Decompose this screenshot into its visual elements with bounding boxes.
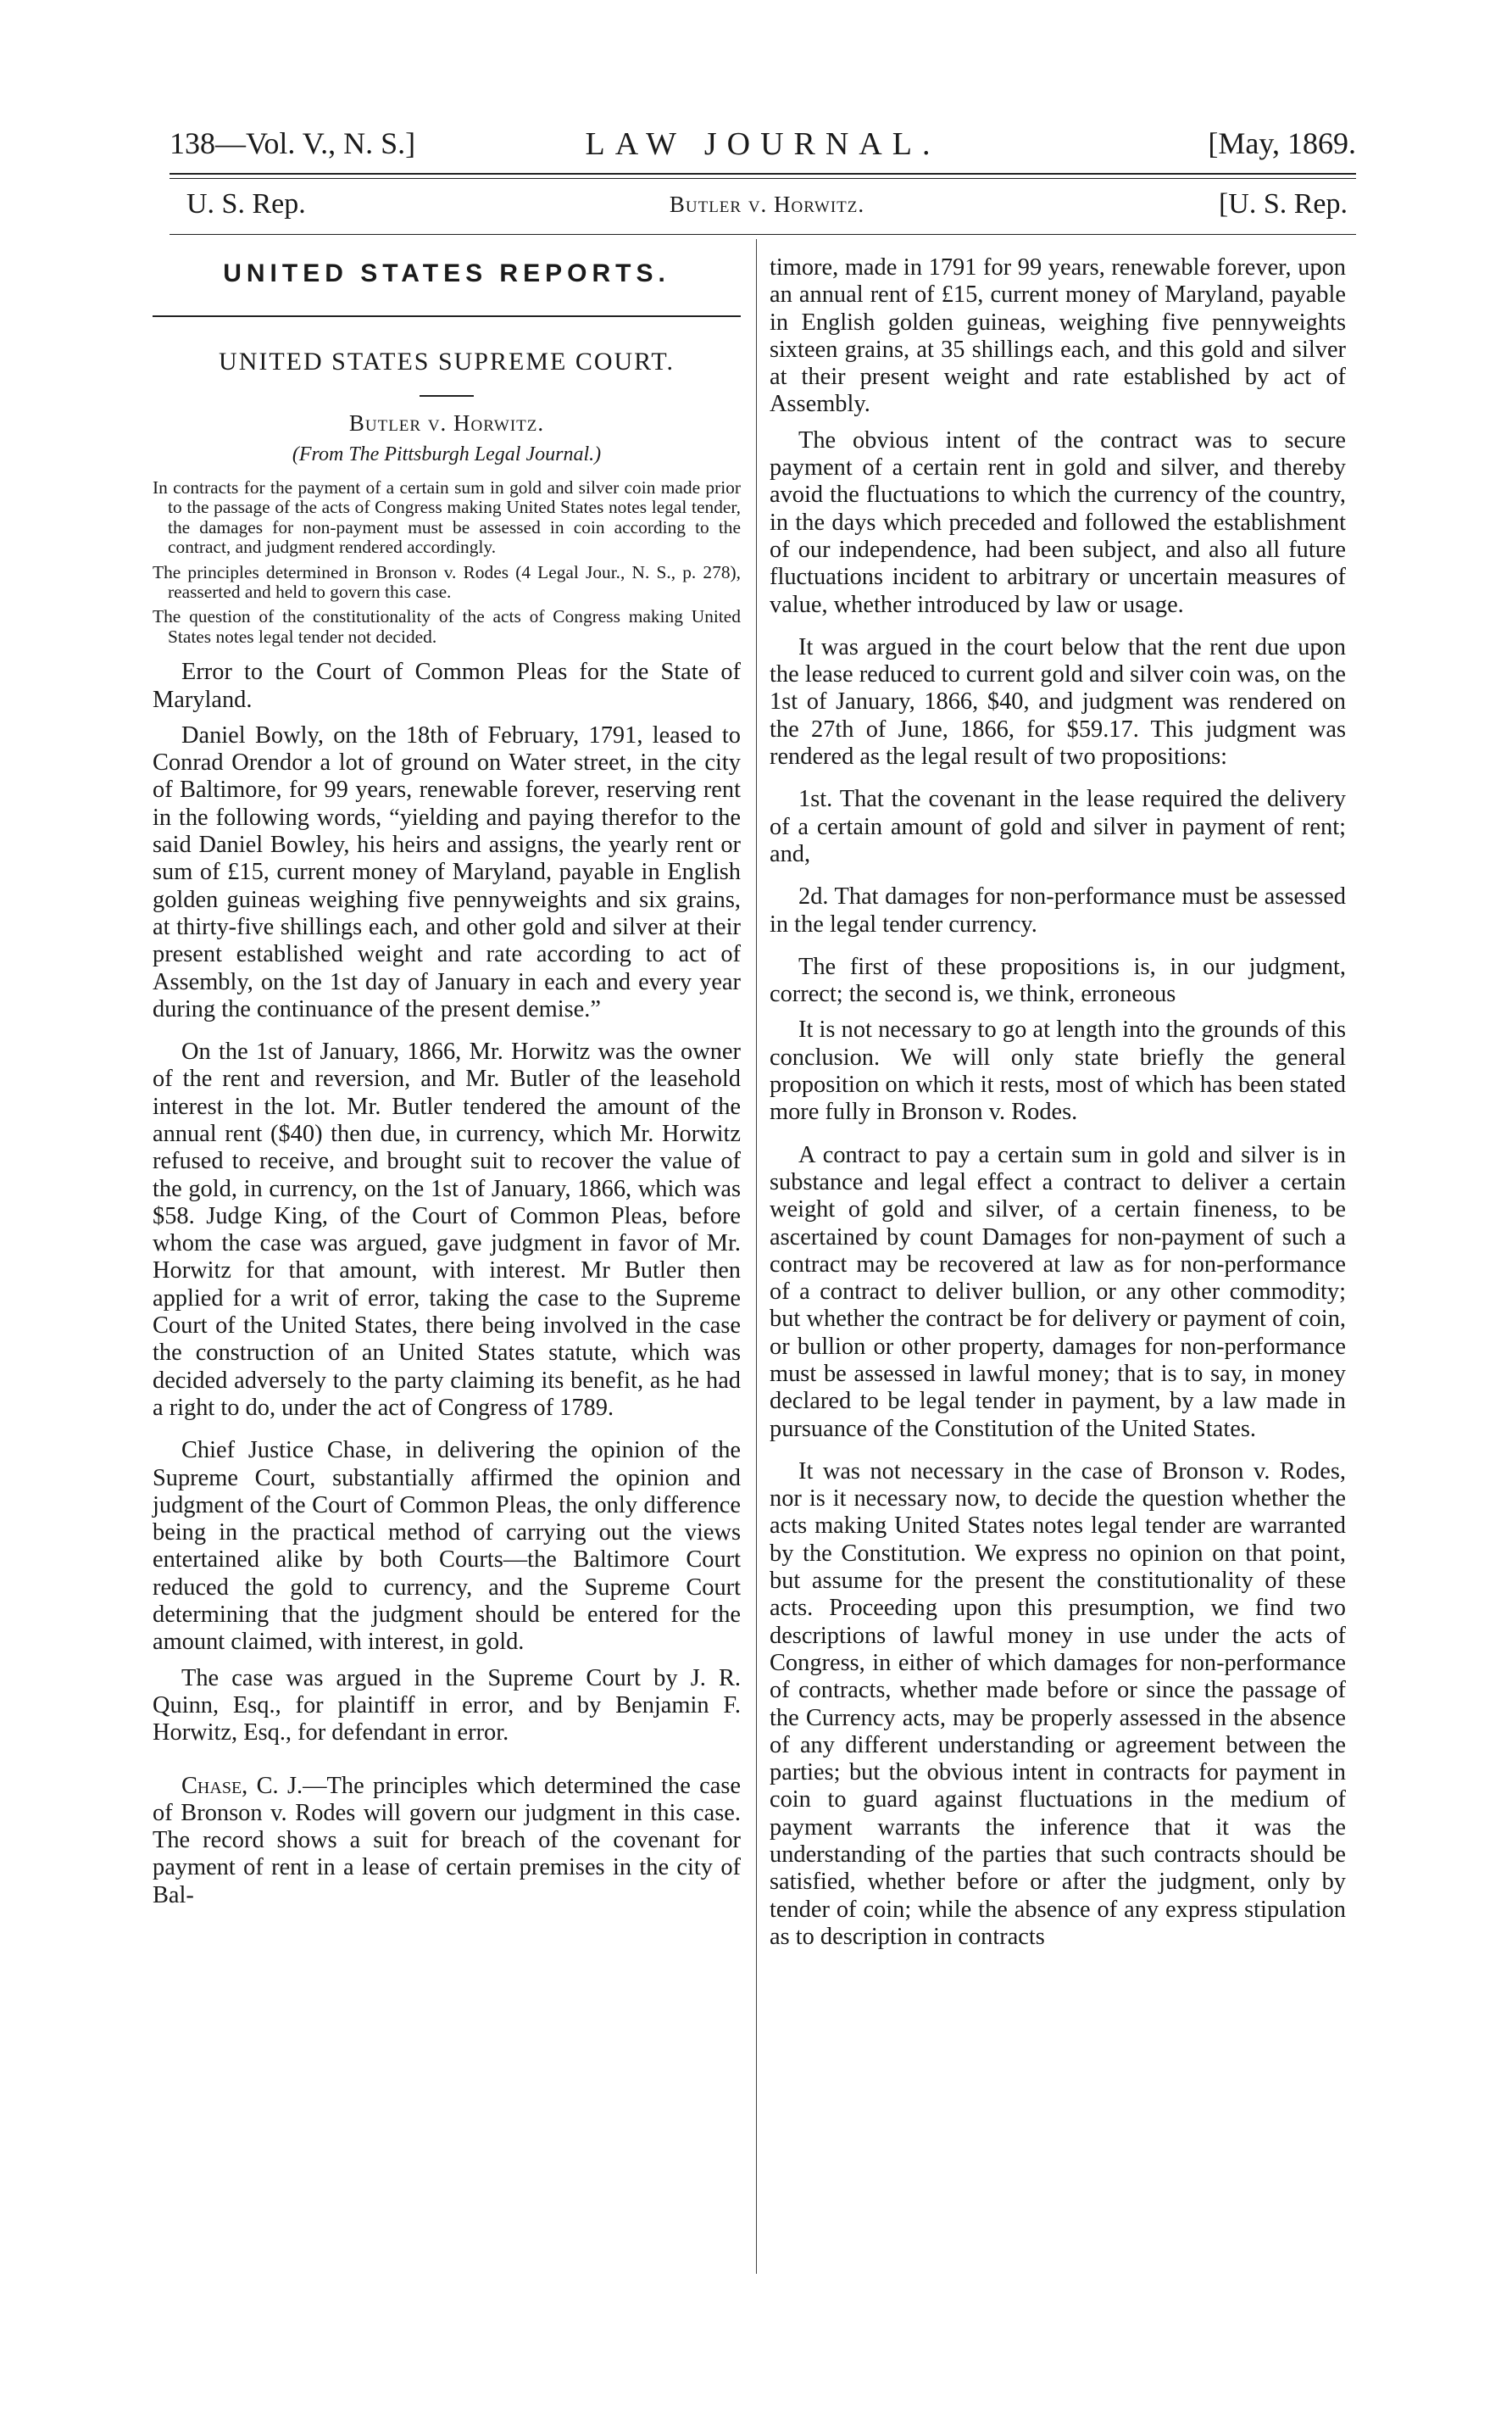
section-rule bbox=[153, 315, 741, 317]
court-rule bbox=[420, 395, 474, 397]
paragraph: timore, made in 1791 for 99 years, renewable forever, upon an annual rent of £15, current money of Maryland, payable in English golden guineas, weighing five pennyweights sixteen grains, at 35 shillings each, and this gold and silver at their present weight and rate established by act of Assembly. bbox=[770, 254, 1346, 418]
volume-reference: 138—Vol. V., N. S.] bbox=[170, 126, 416, 160]
sub-header-rule bbox=[170, 234, 1356, 235]
header-rule-bottom bbox=[170, 178, 1356, 179]
paragraph: The obvious intent of the contract was to secure payment of a certain rent in gold and silver, and thereby avoid the fluctuations to which the currency of the country, in the days which preceded and followed the establishment of our independence, had been subject, and also all future fluctuations incident to arbitrary or uncertain measures of value, whether introduced by law or usage. bbox=[770, 426, 1346, 618]
paragraph: The case was argued in the Supreme Court by J. R. Quinn, Esq., for plaintiff in error, and by Benjamin F. Horwitz, Esq., for defendant in error. bbox=[153, 1664, 741, 1746]
opinion-text: —The principles which determined the case of Bronson v. Rodes will govern our judgment in this case. The record shows a suit for breach of the covenant for payment of rent in a lease of certain premises in the city of Bal- bbox=[153, 1772, 741, 1908]
paragraph: Error to the Court of Common Pleas for the State of Maryland. bbox=[153, 659, 741, 713]
right-column bbox=[770, 254, 1346, 1951]
section-title: UNITED STATES REPORTS. bbox=[223, 259, 670, 287]
report-label-left: U. S. Rep. bbox=[186, 188, 306, 220]
paragraph: On the 1st of January, 1866, Mr. Horwitz was the owner of the rent and reversion, and Mr. Butler of the leasehold interest in the lot. Mr. Butler tendered the amount of the annual rent ($40) then due, in currency, which Mr. Horwitz refused to receive, and brought suit to recover the value of the gold, in currency, on the 1st of January, 1866, which was $58. Judge King, of the Court of Common Pleas, before whom the case was argued, gave judgment in favor of Mr. Horwitz for that amount, with interest. Mr Butler then applied for a writ of error, taking the case to the Supreme Court of the United States, there being involved in the case the construction of an United States statute, which was decided adversely to the party claiming its benefit, as he had a right to do, under the act of Congress of 1789. bbox=[153, 1039, 741, 1421]
opinion-author: Chase, C. J. bbox=[181, 1772, 303, 1799]
journal-title: LAW JOURNAL. bbox=[585, 126, 941, 162]
headnote: In contracts for the payment of a certain sum in gold and silver coin made prior to the passage of the acts of Congress making United States notes legal tender, the damages for non-payment must be assessed in coin according to the contract, and judgment rendered accordingly. bbox=[153, 477, 741, 558]
court-heading: UNITED STATES SUPREME COURT. bbox=[219, 348, 675, 376]
paragraph: A contract to pay a certain sum in gold and silver is in substance and legal effect a contract to deliver a certain weight of gold and silver, of a certain fineness, to be ascertained by count Damages for non-payment of such a contract may be recovered at law as for non-performance of a contract to deliver bullion, or any other commodity; but whether the contract be for delivery or payment of coin, or bullion or other property, damages for non-performance must be assessed in lawful money; that is to say, in money declared to be legal tender in payment, by a law made in pursuance of the Constitution of the United States. bbox=[770, 1141, 1346, 1442]
case-caption: Butler v. Horwitz. bbox=[669, 192, 865, 217]
paragraph: Chief Justice Chase, in delivering the opinion of the Supreme Court, substantially affirmed the opinion and judgment of the Court of Common Pleas, the only difference being in the practical method of carrying out the views entertained alike by both Courts—the Baltimore Court reduced the gold to currency, and the Supreme Court determining that the judgment should be entered for the amount claimed, with interest, in gold. bbox=[153, 1437, 741, 1656]
headnote: The principles determined in Bronson v. Rodes (4 Legal Jour., N. S., p. 278), reasserted and held to govern this case. bbox=[153, 561, 741, 603]
left-column bbox=[153, 254, 741, 1909]
sub-header bbox=[186, 188, 1348, 227]
source-citation: (From The Pittsburgh Legal Journal.) bbox=[292, 443, 602, 465]
paragraph: Daniel Bowly, on the 18th of February, 1791, leased to Conrad Orendor a lot of ground on Water street, in the city of Baltimore, for 99 years, renewable forever, reserving rent in the following words, “yielding and paying therefor to the said Daniel Bowley, his heirs and assigns, the yearly rent or sum of £15, current money of Maryland, payable in English golden guineas weighing five pennyweights and six grains, at thirty-five shillings each, and other gold and silver at their present established weight and rate according to act of Assembly, on the 1st day of January in each and every year during the continuance of the present demise.” bbox=[153, 721, 741, 1022]
paragraph: The first of these propositions is, in our judgment, correct; the second is, we think, erroneous bbox=[770, 953, 1346, 1008]
headnote: The question of the constitutionality of the acts of Congress making United States notes legal tender not decided. bbox=[153, 606, 741, 647]
running-header bbox=[170, 125, 1356, 168]
paragraph: It is not necessary to go at length into the grounds of this conclusion. We will only state briefly the general proposition on which it rests, most of which has been stated more fully in Bronson v. Rodes. bbox=[770, 1017, 1346, 1126]
paragraph: 1st. That the covenant in the lease required the delivery of a certain amount of gold and silver in payment of rent; and, bbox=[770, 786, 1346, 867]
paragraph: 2d. That damages for non-performance must be assessed in the legal tender currency. bbox=[770, 883, 1346, 938]
case-name: Butler v. Horwitz. bbox=[348, 410, 545, 436]
column-divider bbox=[756, 239, 757, 2274]
paragraph: It was argued in the court below that the rent due upon the lease reduced to current gold and silver coin was, on the 1st of January, 1866, $40, and judgment was rendered on the 27th of June, 1866, for $59.17. This judgment was rendered as the legal result of two propositions: bbox=[770, 633, 1346, 771]
header-rule-top bbox=[170, 173, 1356, 175]
issue-date: [May, 1869. bbox=[1208, 126, 1356, 160]
paragraph: It was not necessary in the case of Bronson v. Rodes, nor is it necessary now, to decide the question whether the acts making United States notes legal tender are warranted by the Constitution. We express no opinion on that point, but assume for the present the constitutionality of these acts. Proceeding upon this presumption, we find two descriptions of lawful money in use under the acts of Congress, in either of which damages for non-performance of contracts, whether made before or since the passage of the Currency acts, may be properly assessed in the absence of any different understanding or agreement between the parties; but the obvious intent in contracts for payment in coin to guard against fluctuations in the medium of payment warrants the inference that it was the understanding of the parties that such contracts should be satisfied, whether before or after the judgment, only by tender of coin; while the absence of any express stipulation as to description in contracts bbox=[770, 1457, 1346, 1950]
report-label-right: [U. S. Rep. bbox=[1218, 188, 1348, 220]
opinion-paragraph bbox=[153, 1773, 741, 1909]
